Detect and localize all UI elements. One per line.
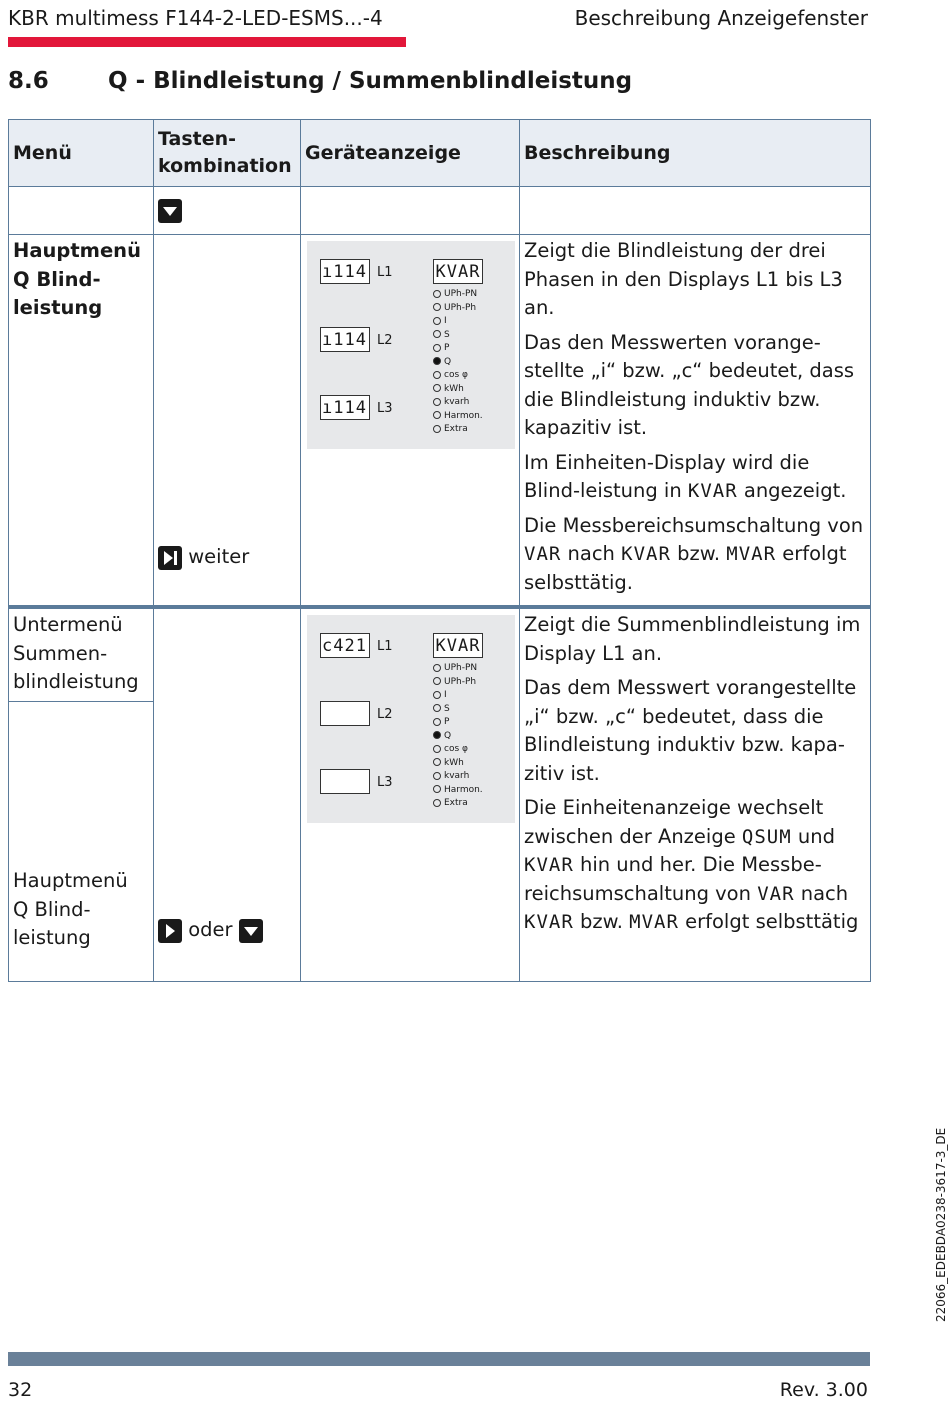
lcd-l2: ı114 xyxy=(320,327,370,352)
section-number: 8.6 xyxy=(8,68,49,94)
description-table xyxy=(8,119,871,982)
section-title: Q - Blindleistung / Summenblindleistung xyxy=(108,68,633,94)
footer-bar xyxy=(8,1352,870,1366)
lcd-sum-l3 xyxy=(320,769,370,794)
lcd-sum-l1: c421 xyxy=(320,633,370,658)
header-accent-bar xyxy=(8,37,406,47)
key-label-weiter: weiter xyxy=(188,545,250,568)
menu-sub-sum: Untermenü Summen-blindleistung xyxy=(9,609,153,702)
table-row-sub-menu xyxy=(9,607,871,981)
right-key-icon xyxy=(158,919,182,943)
table-row-main-menu xyxy=(9,235,871,608)
indicator-list-2: UPh-PN UPh-Ph I S P Q cos φ kWh kvarh Harmon. Extra xyxy=(433,662,483,811)
down-key-icon xyxy=(158,199,182,223)
section-heading xyxy=(8,68,632,94)
table-row-keys xyxy=(9,187,871,235)
revision: Rev. 3.00 xyxy=(779,1379,868,1401)
description-main: Zeigt die Blindleistung der drei Phasen in den Displays L1 bis L3 an. Das den Messwerten vorange-stellte „i“ bzw. „c“ bedeutet, dass die Blindleistung induktiv bzw. kapazitiv ist. Im Einheiten-Display wird die Blind-leistung in KVAR angezeigt. Die Messbereichsumschaltung von VAR nach KVAR bzw. MVAR erfolgt selbsttätig. xyxy=(524,239,864,594)
lcd-sum-l2 xyxy=(320,701,370,726)
col-header-description: Beschreibung xyxy=(520,120,871,187)
lcd-unit-2: KVAR xyxy=(433,633,483,658)
col-header-display: Geräteanzeige xyxy=(301,120,520,187)
header-section: Beschreibung Anzeigefenster xyxy=(574,6,868,30)
document-id: 22066_EDEBDA0238-3617-3_DE xyxy=(934,1127,948,1322)
menu-main-q-return: Hauptmenü Q Blind-leistung xyxy=(13,869,128,949)
col-header-keys: Tasten-kombination xyxy=(154,120,301,187)
device-display-panel-2: c421 L1 L2 L3 KVAR UPh-PN UPh-Ph I S P Q cos φ kWh kvarh Harmon. Extra xyxy=(307,615,515,823)
lcd-l3: ı114 xyxy=(320,395,370,420)
description-sum: Zeigt die Summenblindleistung im Display L1 an. Das dem Messwert vorangestellte „i“ bzw. „c“ bedeutet, dass die Blindleistung induktiv bzw. kapa-zitiv ist. Die Einheitenanzeige wechselt zwischen der Anzeige QSUM und KVAR hin und her. Die Messbe-reichsumschaltung von VAR nach KVAR bzw. MVAR erfolgt selbsttätig xyxy=(524,613,861,933)
key-label-oder: oder xyxy=(188,918,233,941)
lcd-unit: KVAR xyxy=(433,259,483,284)
indicator-list: UPh-PN UPh-Ph I S P Q cos φ kWh kvarh Harmon. Extra xyxy=(433,288,483,437)
menu-main-q: Hauptmenü Q Blind-leistung xyxy=(13,239,141,319)
down-key-icon-2 xyxy=(239,919,263,943)
device-display-panel-1: ı114 L1 ı114 L2 ı114 L3 KVAR UPh-PN UPh-Ph I S P Q cos φ kWh kvarh Harmon. Extra xyxy=(307,241,515,449)
header-title: KBR multimess F144-2-LED-ESMS...-4 xyxy=(8,6,383,30)
col-header-menu: Menü xyxy=(9,120,154,187)
page-number: 32 xyxy=(8,1379,33,1401)
next-key-icon xyxy=(158,546,182,570)
lcd-l1: ı114 xyxy=(320,259,370,284)
table-header-row xyxy=(9,120,871,187)
